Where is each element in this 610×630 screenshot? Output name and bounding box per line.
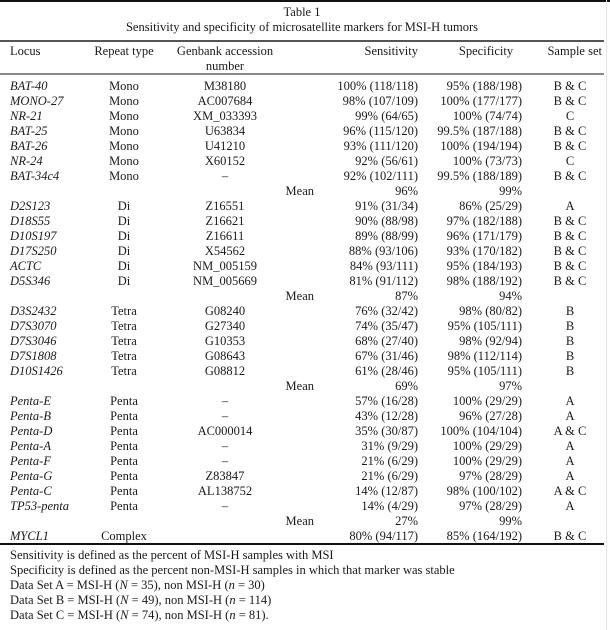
- sample-set-cell: B & C: [553, 169, 587, 183]
- mean-row: [0, 184, 604, 199]
- sensitivity-cell: 81% (91/112): [349, 274, 418, 288]
- sample-set-cell: B & C: [553, 259, 587, 273]
- table-row: [0, 94, 604, 109]
- locus-cell: Penta-F: [10, 454, 51, 468]
- note-math: N: [120, 593, 129, 607]
- sensitivity-cell: 92% (102/111): [343, 169, 418, 183]
- genbank-cell: –: [221, 499, 229, 513]
- specificity-cell: 98% (80/82): [459, 304, 522, 318]
- sensitivity-cell: 43% (12/28): [355, 409, 418, 423]
- locus-cell: D2S123: [10, 199, 51, 213]
- table-row: [0, 79, 604, 94]
- sensitivity-cell: 99% (64/65): [355, 109, 418, 123]
- table-row: [0, 139, 604, 154]
- note-sensitivity: Sensitivity is defined as the percent of MSI-H samples with MSI: [10, 548, 334, 562]
- sensitivity-cell: 27%: [395, 514, 418, 528]
- repeat-type-cell: Mono: [109, 139, 139, 153]
- genbank-cell: NM_005159: [193, 259, 257, 273]
- sensitivity-cell: 68% (27/40): [355, 334, 418, 348]
- repeat-type-cell: Tetra: [111, 319, 137, 333]
- repeat-type-cell: Penta: [110, 424, 138, 438]
- specificity-cell: 94%: [499, 289, 522, 303]
- repeat-type-cell: Mono: [109, 79, 139, 93]
- specificity-cell: 100% (29/29): [452, 394, 522, 408]
- sensitivity-cell: 96%: [395, 184, 418, 198]
- genbank-cell: –: [221, 454, 229, 468]
- genbank-cell: Z16621: [205, 214, 245, 228]
- locus-cell: D7S3046: [10, 334, 57, 348]
- note-math: n: [229, 608, 236, 622]
- locus-cell: MYCL1: [10, 529, 49, 543]
- repeat-type-cell: Mono: [109, 94, 139, 108]
- specificity-cell: 100% (29/29): [452, 454, 522, 468]
- locus-cell: Penta-A: [10, 439, 51, 453]
- genbank-cell: G08812: [204, 364, 246, 378]
- note-specificity: Specificity is defined as the percent non-MSI-H samples in which that marker was stable: [10, 563, 455, 577]
- mean-label: Mean: [285, 514, 314, 528]
- specificity-cell: 96% (27/28): [459, 409, 522, 423]
- sample-set-cell: A: [565, 454, 575, 468]
- sensitivity-cell: 74% (35/47): [355, 319, 418, 333]
- specificity-cell: 86% (25/29): [459, 199, 522, 213]
- locus-cell: D10S197: [10, 229, 57, 243]
- repeat-type-cell: Penta: [110, 439, 138, 453]
- table-row: [0, 529, 604, 544]
- sensitivity-cell: 67% (31/46): [355, 349, 418, 363]
- repeat-type-cell: Tetra: [111, 364, 137, 378]
- specificity-cell: 100% (73/73): [452, 154, 522, 168]
- note-text: = 74), non MSI-H (: [128, 608, 230, 622]
- specificity-cell: 98% (188/192): [446, 274, 522, 288]
- note-text: = 114): [235, 593, 272, 607]
- specificity-cell: 97% (28/29): [459, 469, 522, 483]
- genbank-cell: –: [221, 439, 229, 453]
- specificity-cell: 96% (171/179): [446, 229, 522, 243]
- sensitivity-cell: 92% (56/61): [355, 154, 418, 168]
- genbank-cell: G10353: [204, 334, 246, 348]
- genbank-cell: AL138752: [197, 484, 253, 498]
- sensitivity-cell: 57% (16/28): [355, 394, 418, 408]
- sample-set-cell: A: [565, 439, 575, 453]
- specificity-cell: 93% (170/182): [446, 244, 522, 258]
- repeat-type-cell: Complex: [101, 529, 147, 543]
- genbank-cell: X60152: [204, 154, 246, 168]
- header-sensitivity: Sensitivity: [364, 44, 418, 58]
- specificity-cell: 100% (29/29): [452, 439, 522, 453]
- table-label: Table 1: [283, 5, 321, 19]
- sensitivity-cell: 89% (88/99): [355, 229, 418, 243]
- header-genbank-line2: number: [205, 59, 245, 73]
- specificity-cell: 97%: [499, 379, 522, 393]
- mean-row: [0, 289, 604, 304]
- sensitivity-cell: 14% (4/29): [361, 499, 418, 513]
- genbank-cell: –: [221, 409, 229, 423]
- table-row: [0, 244, 604, 259]
- sample-set-cell: A & C: [553, 484, 587, 498]
- repeat-type-cell: Di: [117, 259, 131, 273]
- locus-cell: Penta-E: [10, 394, 51, 408]
- table-row: [0, 169, 604, 184]
- sensitivity-cell: 96% (115/120): [343, 124, 418, 138]
- table-row: [0, 259, 604, 274]
- locus-cell: Penta-G: [10, 469, 53, 483]
- note-text: Data Set C = MSI-H (: [10, 608, 121, 622]
- sample-set-cell: A: [565, 199, 575, 213]
- sensitivity-cell: 21% (6/29): [361, 454, 418, 468]
- mean-row: [0, 379, 604, 394]
- repeat-type-cell: Di: [117, 199, 131, 213]
- specificity-cell: 95% (105/111): [447, 364, 522, 378]
- note-math: N: [120, 608, 129, 622]
- specificity-cell: 95% (188/198): [446, 79, 522, 93]
- sample-set-cell: A & C: [553, 424, 587, 438]
- specificity-cell: 99%: [499, 514, 522, 528]
- note-math: n: [229, 593, 236, 607]
- specificity-cell: 99.5% (187/188): [437, 124, 522, 138]
- mean-row: [0, 514, 604, 529]
- locus-cell: D7S3070: [10, 319, 57, 333]
- table-row: [0, 334, 604, 349]
- repeat-type-cell: Mono: [109, 169, 139, 183]
- sensitivity-cell: 100% (118/118): [337, 79, 418, 93]
- repeat-type-cell: Mono: [109, 109, 139, 123]
- sample-set-cell: B: [565, 364, 575, 378]
- note-text: = 81).: [235, 608, 269, 622]
- specificity-cell: 100% (74/74): [452, 109, 522, 123]
- table-row: [0, 229, 604, 244]
- repeat-type-cell: Di: [117, 229, 131, 243]
- genbank-cell: X54562: [204, 244, 246, 258]
- locus-cell: BAT-25: [10, 124, 48, 138]
- page-top-border: [0, 0, 610, 2]
- header-locus: Locus: [10, 44, 41, 58]
- note-set-a: [10, 578, 455, 593]
- table-row: [0, 439, 604, 454]
- mean-label: Mean: [285, 379, 314, 393]
- header-sample-set: Sample set: [547, 44, 602, 58]
- table-row: [0, 214, 604, 229]
- genbank-cell: M38180: [203, 79, 247, 93]
- repeat-type-cell: Penta: [110, 499, 138, 513]
- sensitivity-cell: 87%: [395, 289, 418, 303]
- header-genbank-line1: Genbank accession: [176, 44, 274, 58]
- repeat-type-cell: Di: [117, 244, 131, 258]
- locus-cell: BAT-34c4: [10, 169, 60, 183]
- repeat-type-cell: Mono: [109, 124, 139, 138]
- specificity-cell: 98% (112/114): [447, 349, 522, 363]
- specificity-cell: 100% (194/194): [440, 139, 522, 153]
- repeat-type-cell: Penta: [110, 469, 138, 483]
- table-row: [0, 454, 604, 469]
- table-row: [0, 499, 604, 514]
- note-text: Data Set A = MSI-H (: [10, 578, 120, 592]
- mean-label: Mean: [285, 289, 314, 303]
- sample-set-cell: C: [565, 154, 575, 168]
- repeat-type-cell: Mono: [109, 154, 139, 168]
- top-rule: [0, 40, 604, 42]
- specificity-cell: 98% (100/102): [446, 484, 522, 498]
- genbank-cell: NM_005669: [193, 274, 257, 288]
- sample-set-cell: B & C: [553, 244, 587, 258]
- locus-cell: MONO-27: [10, 94, 64, 108]
- table-row: [0, 484, 604, 499]
- note-text: = 35), non MSI-H (: [127, 578, 229, 592]
- table-row: [0, 154, 604, 169]
- sample-set-cell: B & C: [553, 214, 587, 228]
- sensitivity-cell: 76% (32/42): [355, 304, 418, 318]
- note-text: = 49), non MSI-H (: [128, 593, 230, 607]
- page-right-border: [606, 0, 607, 630]
- sample-set-cell: B: [565, 334, 575, 348]
- genbank-cell: Z83847: [205, 469, 245, 483]
- sensitivity-cell: 98% (107/109): [342, 94, 418, 108]
- genbank-cell: AC000014: [197, 424, 253, 438]
- table-row: [0, 109, 604, 124]
- sample-set-cell: C: [565, 109, 575, 123]
- specificity-cell: 85% (164/192): [446, 529, 522, 543]
- specificity-cell: 98% (92/94): [459, 334, 522, 348]
- repeat-type-cell: Penta: [110, 454, 138, 468]
- repeat-type-cell: Di: [117, 274, 131, 288]
- table-row: [0, 364, 604, 379]
- locus-cell: D5S346: [10, 274, 51, 288]
- locus-cell: TP53-penta: [10, 499, 70, 513]
- note-math: n: [228, 578, 235, 592]
- repeat-type-cell: Di: [117, 214, 131, 228]
- genbank-cell: AC007684: [197, 94, 253, 108]
- locus-cell: BAT-40: [10, 79, 48, 93]
- genbank-cell: G27340: [204, 319, 246, 333]
- sample-set-cell: A: [565, 499, 575, 513]
- sensitivity-cell: 93% (111/120): [343, 139, 418, 153]
- table-row: [0, 304, 604, 319]
- sensitivity-cell: 88% (93/106): [348, 244, 418, 258]
- sample-set-cell: A: [565, 409, 575, 423]
- locus-cell: BAT-26: [10, 139, 48, 153]
- note-text: = 30): [234, 578, 265, 592]
- locus-cell: NR-24: [10, 154, 43, 168]
- table-row: [0, 469, 604, 484]
- note-text: Data Set B = MSI-H (: [10, 593, 121, 607]
- table-row: [0, 349, 604, 364]
- sample-set-cell: B: [565, 304, 575, 318]
- note-set-b: [10, 593, 455, 608]
- sensitivity-cell: 31% (9/29): [361, 439, 418, 453]
- repeat-type-cell: Tetra: [111, 349, 137, 363]
- table-row: [0, 394, 604, 409]
- specificity-cell: 100% (104/104): [440, 424, 522, 438]
- genbank-cell: –: [221, 394, 229, 408]
- specificity-cell: 97% (28/29): [459, 499, 522, 513]
- locus-cell: Penta-C: [10, 484, 52, 498]
- bottom-rule: [0, 543, 604, 545]
- table-row: [0, 274, 604, 289]
- table-notes: [10, 548, 455, 623]
- sample-set-cell: B & C: [553, 139, 587, 153]
- locus-cell: D18S55: [10, 214, 51, 228]
- mean-label: Mean: [285, 184, 314, 198]
- genbank-cell: –: [221, 169, 229, 183]
- specificity-cell: 100% (177/177): [440, 94, 522, 108]
- sensitivity-cell: 90% (88/98): [355, 214, 418, 228]
- sensitivity-cell: 69%: [395, 379, 418, 393]
- specificity-cell: 97% (182/188): [446, 214, 522, 228]
- sample-set-cell: B & C: [553, 94, 587, 108]
- locus-cell: D7S1808: [10, 349, 57, 363]
- locus-cell: ACTC: [10, 259, 42, 273]
- note-set-c: [10, 608, 455, 623]
- sample-set-cell: B: [565, 319, 575, 333]
- genbank-cell: Z16611: [205, 229, 245, 243]
- sample-set-cell: A: [565, 469, 575, 483]
- sample-set-cell: B & C: [553, 124, 587, 138]
- genbank-cell: U63834: [204, 124, 246, 138]
- table-title: Sensitivity and specificity of microsatellite markers for MSI-H tumors: [125, 20, 478, 34]
- specificity-cell: 99%: [499, 184, 522, 198]
- locus-cell: Penta-D: [10, 424, 53, 438]
- sample-set-cell: B & C: [553, 229, 587, 243]
- sample-set-cell: A: [565, 394, 575, 408]
- repeat-type-cell: Penta: [110, 394, 138, 408]
- header-genbank: [170, 44, 280, 74]
- locus-cell: NR-21: [10, 109, 43, 123]
- sample-set-cell: B & C: [553, 529, 587, 543]
- sensitivity-cell: 84% (93/111): [349, 259, 418, 273]
- sensitivity-cell: 80% (94/117): [349, 529, 418, 543]
- locus-cell: D10S1426: [10, 364, 63, 378]
- specificity-cell: 95% (184/193): [446, 259, 522, 273]
- note-math: N: [119, 578, 128, 592]
- locus-cell: Penta-B: [10, 409, 51, 423]
- header-specificity: Specificity: [458, 44, 514, 58]
- table-row: [0, 199, 604, 214]
- repeat-type-cell: Penta: [110, 484, 138, 498]
- header-rule: [0, 73, 604, 75]
- sensitivity-cell: 35% (30/87): [355, 424, 418, 438]
- table-row: [0, 424, 604, 439]
- sensitivity-cell: 14% (12/87): [355, 484, 418, 498]
- sensitivity-cell: 91% (31/34): [355, 199, 418, 213]
- repeat-type-cell: Tetra: [111, 304, 137, 318]
- table-row: [0, 409, 604, 424]
- sample-set-cell: B & C: [553, 274, 587, 288]
- header-repeat-type: Repeat type: [94, 44, 154, 58]
- repeat-type-cell: Tetra: [111, 334, 137, 348]
- genbank-cell: G08240: [204, 304, 246, 318]
- locus-cell: D17S250: [10, 244, 57, 258]
- specificity-cell: 99.5% (188/189): [437, 169, 522, 183]
- table-body: [0, 79, 604, 544]
- sensitivity-cell: 21% (6/29): [361, 469, 418, 483]
- sample-set-cell: B: [565, 349, 575, 363]
- genbank-cell: G08643: [204, 349, 246, 363]
- sensitivity-cell: 61% (28/46): [355, 364, 418, 378]
- specificity-cell: 95% (105/111): [447, 319, 522, 333]
- genbank-cell: U41210: [204, 139, 246, 153]
- repeat-type-cell: Penta: [110, 409, 138, 423]
- genbank-cell: Z16551: [205, 199, 245, 213]
- sample-set-cell: B & C: [553, 79, 587, 93]
- table-row: [0, 124, 604, 139]
- locus-cell: D3S2432: [10, 304, 57, 318]
- table-row: [0, 319, 604, 334]
- genbank-cell: XM_033393: [193, 109, 257, 123]
